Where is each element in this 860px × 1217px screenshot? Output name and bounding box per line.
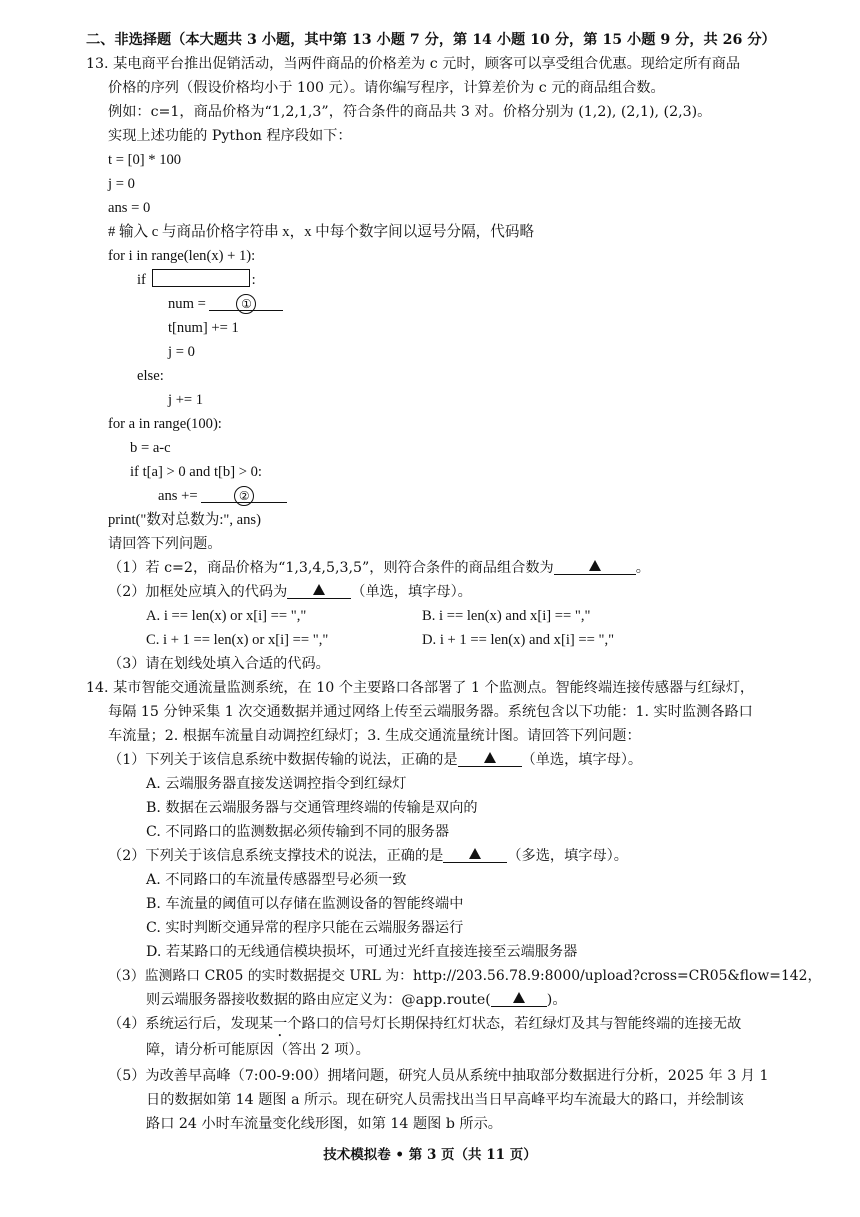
q14-sub1-option-a: A. 云端服务器直接发送调控指令到红绿灯 <box>146 776 407 792</box>
q13-program-intro: 实现上述功能的 Python 程序段如下： <box>108 128 352 144</box>
q14-sub3-blank <box>491 989 547 1007</box>
q14-sub4-line1 <box>108 1013 741 1040</box>
code-line-13: b = a-c <box>130 440 171 456</box>
q13-sub2-text: （2）加框处应填入的代码为 <box>108 584 288 600</box>
q14-sub2-text: （2）下列关于该信息系统支撑技术的说法，正确的是 <box>108 848 444 864</box>
q14-sub2-end: （多选，填字母）。 <box>507 848 628 864</box>
code-line-11: j += 1 <box>168 392 204 408</box>
q14-sub3-line2 <box>146 989 567 1011</box>
code-line-16: print("数对总数为:", ans) <box>108 512 261 528</box>
code-line-6-if <box>137 269 256 291</box>
blank-1 <box>209 293 283 311</box>
code-num-assign: num = <box>168 296 206 312</box>
q13-sub1-end: 。 <box>635 560 650 576</box>
q14-sub4-line2: 障，请分析可能原因（答出 2 项）。 <box>146 1042 370 1058</box>
code-line-4-comment: # 输入 c 与商品价格字符串 x，x 中每个数字间以逗号分隔，代码略 <box>108 224 535 240</box>
code-line-15 <box>158 485 287 507</box>
q14-sub2-option-a: A. 不同路口的车流量传感器型号必须一致 <box>146 872 407 888</box>
q13-sub3: （3）请在划线处填入合适的代码。 <box>108 656 330 672</box>
q14-sub1-option-c: C. 不同路口的监测数据必须传输到不同的服务器 <box>146 824 450 840</box>
triangle-icon <box>469 848 481 859</box>
q14-sub1-end: （单选，填字母）。 <box>521 752 643 768</box>
q13-sub1 <box>108 557 650 579</box>
q13-option-c: C. i + 1 == len(x) or x[i] == "," <box>146 632 329 648</box>
triangle-icon <box>313 584 325 595</box>
code-line-10-else: else: <box>137 368 164 384</box>
q14-sub2-option-d: D. 若某路口的无线通信模块损坏，可通过光纤直接连接至云端服务器 <box>146 944 578 960</box>
code-line-14: if t[a] > 0 and t[b] > 0: <box>130 464 262 480</box>
triangle-icon <box>513 992 525 1003</box>
q13-stem-line1: 13. 某电商平台推出促销活动，当两件商品的价格差为 c 元时，顾客可以享受组合优惠。现给定所有商品 <box>86 56 741 72</box>
q13-example: 例如：c=1，商品价格为“1,2,1,3”，符合条件的商品共 3 对。价格分别为 (1,2), (2,1), (2,3)。 <box>108 104 712 120</box>
q14-sub5-line3: 路口 24 小时车流量变化线形图，如第 14 题图 b 所示。 <box>146 1116 502 1132</box>
code-line-1: t = [0] * 100 <box>108 152 182 168</box>
q14-sub5-line1: （5）为改善早高峰（7:00-9:00）拥堵问题，研究人员从系统中抽取部分数据进行分析，2025 年 3 月 1 <box>108 1068 769 1084</box>
q13-option-b: B. i == len(x) and x[i] == "," <box>422 608 591 624</box>
q13-option-a: A. i == len(x) or x[i] == "," <box>146 608 307 624</box>
code-line-7 <box>168 293 283 315</box>
q13-answer-prompt: 请回答下列问题。 <box>108 536 222 552</box>
code-if-keyword: if <box>137 272 146 288</box>
q14-sub1-blank <box>458 749 522 767</box>
q14-sub3-route-text: 则云端服务器接收数据的路由应定义为：@app.route( <box>146 992 491 1008</box>
q14-sub4-text-b: 个路口的信号灯长期保持红灯状态，若红绿灯及其与智能终端的连接无故 <box>287 1016 742 1032</box>
q14-sub2-blank <box>443 845 507 863</box>
q13-stem-line2: 价格的序列（假设价格均小于 100 元）。请你编写程序，计算差价为 c 元的商品组合数。 <box>108 80 665 96</box>
code-line-8: t[num] += 1 <box>168 320 239 336</box>
code-line-9: j = 0 <box>168 344 195 360</box>
q14-sub1 <box>108 749 642 771</box>
code-line-12: for a in range(100): <box>108 416 222 432</box>
q14-sub4-text-a: （4）系统运行后，发现某 <box>108 1016 274 1032</box>
triangle-icon <box>484 752 496 763</box>
code-if-colon: : <box>251 272 256 288</box>
page-footer: 技术模拟卷 • 第 3 页（共 11 页） <box>323 1147 537 1163</box>
q13-sub2 <box>108 581 472 603</box>
q14-sub3-line1: （3）监测路口 CR05 的实时数据提交 URL 为：http://203.56.78.9:8000/upload?cross=CR05&flow=142， <box>108 968 822 984</box>
code-ans-add: ans += <box>158 488 198 504</box>
q14-sub1-option-b: B. 数据在云端服务器与交通管理终端的传输是双向的 <box>146 800 478 816</box>
q13-sub2-end: （单选，填字母）。 <box>351 584 472 600</box>
q14-sub2-option-c: C. 实时判断交通异常的程序只能在云端服务器运行 <box>146 920 464 936</box>
blank-2 <box>201 485 287 503</box>
blank-2-marker: ② <box>234 486 254 506</box>
code-line-3: ans = 0 <box>108 200 151 216</box>
q14-sub5-line2: 日的数据如第 14 题图 a 所示。现在研究人员需找出当日早高峰平均车流最大的路口，并绘制该 <box>146 1092 744 1108</box>
q14-stem-line1: 14. 某市智能交通流量监测系统，在 10 个主要路口各部署了 1 个监测点。智能终端连接传感器与红绿灯， <box>86 680 755 696</box>
q13-sub1-text: （1）若 c=2，商品价格为“1,3,4,5,3,5”，则符合条件的商品组合数为 <box>108 560 554 576</box>
q14-sub1-text: （1）下列关于该信息系统中数据传输的说法，正确的是 <box>108 752 458 768</box>
code-line-2: j = 0 <box>108 176 135 192</box>
q13-sub1-blank <box>554 557 636 575</box>
answer-box <box>152 269 250 287</box>
q14-sub2-option-b: B. 车流量的阈值可以存储在监测设备的智能终端中 <box>146 896 464 912</box>
q14-sub4-emphasis: 一 <box>273 1016 288 1032</box>
q14-sub3-end: )。 <box>546 992 567 1008</box>
q14-stem-line2: 每隔 15 分钟采集 1 次交通数据并通过网络上传至云端服务器。系统包含以下功能：1. 实时监测各路口 <box>108 704 753 720</box>
q14-sub2 <box>108 845 628 867</box>
triangle-icon <box>589 560 601 571</box>
blank-1-marker: ① <box>236 294 256 314</box>
q13-option-d: D. i + 1 == len(x) and x[i] == "," <box>422 632 615 648</box>
q13-sub2-blank <box>287 581 351 599</box>
code-line-5: for i in range(len(x) + 1): <box>108 248 256 264</box>
section-title: 二、非选择题（本大题共 3 小题，其中第 13 小题 7 分，第 14 小题 10 分，第 15 小题 9 分，共 26 分） <box>86 32 776 48</box>
q14-stem-line3: 车流量；2. 根据车流量自动调控红绿灯；3. 生成交通流量统计图。请回答下列问题： <box>108 728 641 744</box>
